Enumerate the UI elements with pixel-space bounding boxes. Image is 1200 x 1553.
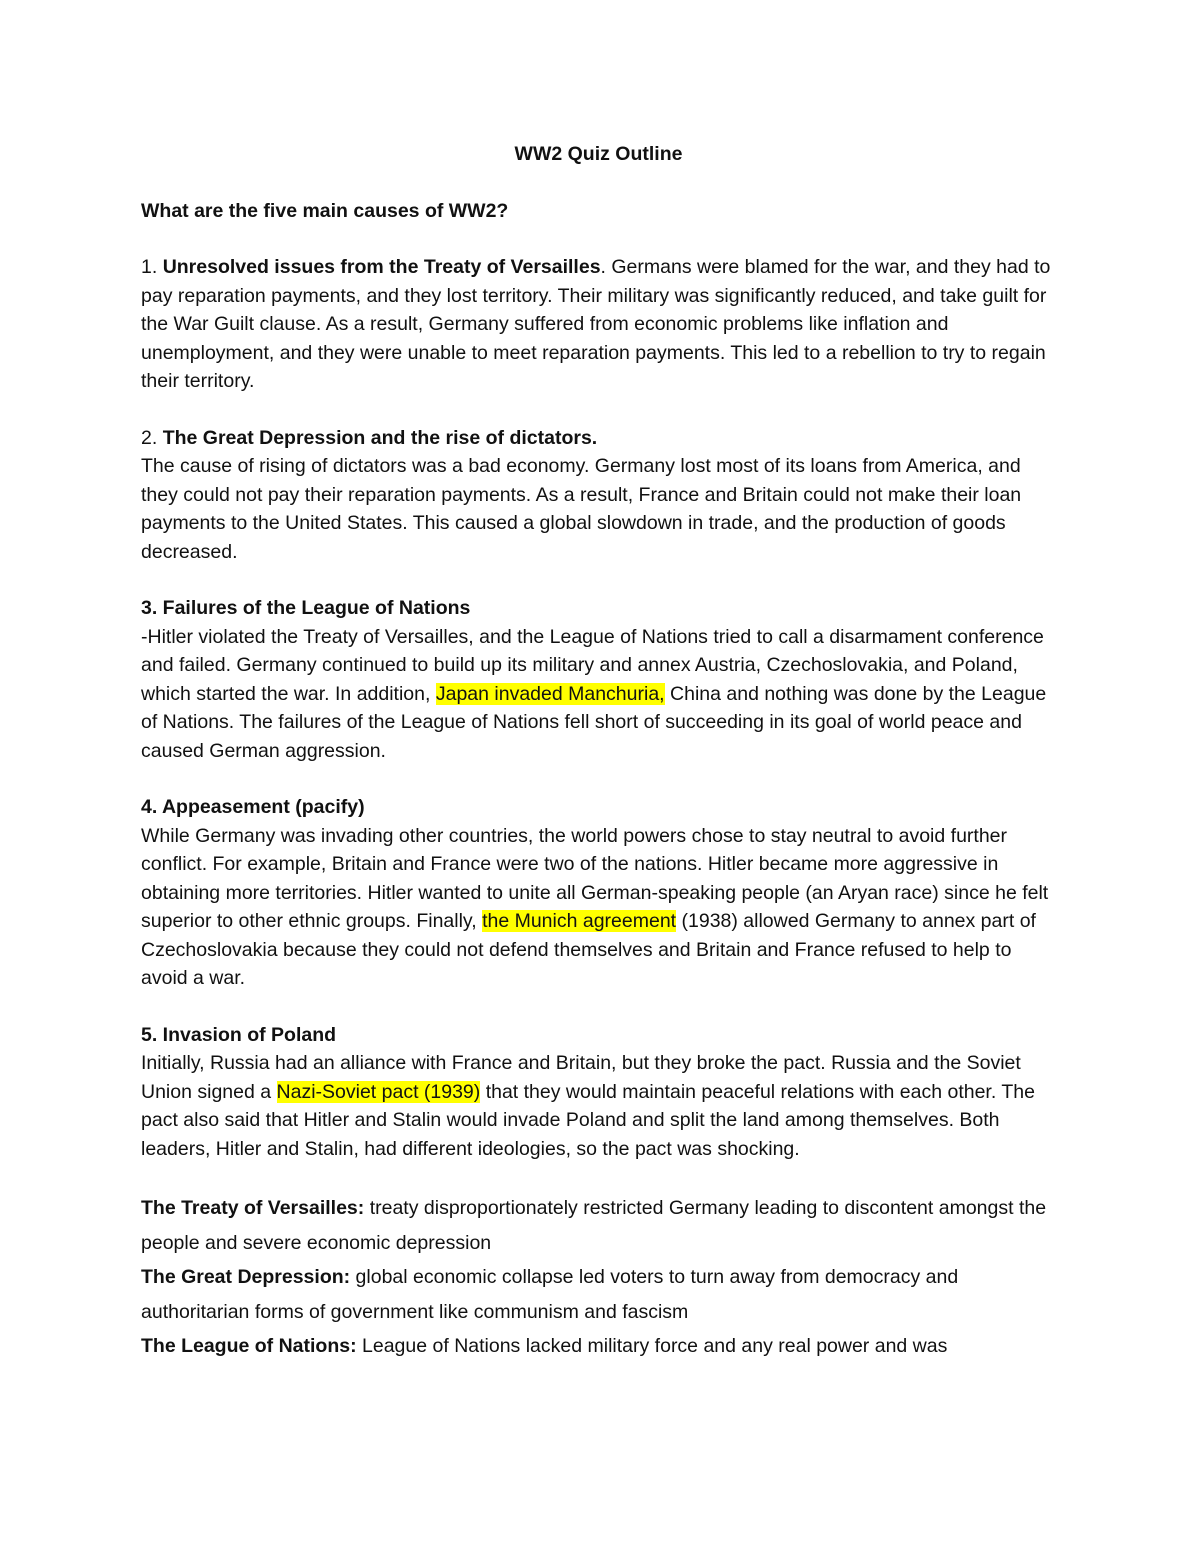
cause-4 xyxy=(141,793,1056,993)
cause-4-highlight: the Munich agreement xyxy=(482,910,677,932)
cause-3 xyxy=(141,594,1056,765)
cause-4-heading: 4. Appeasement (pacify) xyxy=(141,796,365,818)
cause-5 xyxy=(141,1021,1056,1164)
cause-1 xyxy=(141,253,1056,396)
cause-4-body-before: While Germany was invading other countries, the world powers chose to stay neutral to avoid further conflict. For example, Britain and France were two of the nations. Hitler became more aggressive in obtaining more territories. Hitler wanted to unite all German-speaking people (an Aryan race) since he felt superior to other ethnic groups. Finally, xyxy=(141,824,1049,932)
cause-2-heading-line xyxy=(141,424,1056,453)
cause-5-highlight: Nazi-Soviet pact (1939) xyxy=(276,1080,481,1103)
cause-1-number: 1. xyxy=(141,256,163,278)
term-league-of-nations xyxy=(141,1329,1056,1364)
cause-4-body-after: (1938) allowed Germany to annex part of Czechoslovakia because they could not defend themselves and Britain and France refused to help to avoid a war. xyxy=(141,910,1036,989)
cause-3-heading: 3. Failures of the League of Nations xyxy=(141,597,471,619)
term-treaty-of-versailles xyxy=(141,1191,1056,1260)
term-2-label: The Great Depression: xyxy=(141,1266,351,1288)
cause-1-body: . Germans were blamed for the war, and they had to pay reparation payments, and they lost territory. Their military was significantly reduced, and take guilt for the War Guilt clause. As a result, Germany suffered from economic problems like inflation and unemployment, and they were unable to meet reparation payments. This led to a rebellion to try to regain their territory. xyxy=(141,256,1051,392)
cause-4-heading-line xyxy=(141,793,1056,822)
cause-1-heading: Unresolved issues from the Treaty of Versailles xyxy=(162,256,601,278)
cause-1-paragraph xyxy=(141,253,1056,396)
cause-5-body-before: Initially, Russia had an alliance with France and Britain, but they broke the pact. Russia and the Soviet Union signed a xyxy=(141,1052,1021,1103)
term-3-definition: League of Nations lacked military force and any real power and was xyxy=(356,1335,948,1357)
cause-2-body: The cause of rising of dictators was a bad economy. Germany lost most of its loans from America, and they could not pay their reparation payments. As a result, France and Britain could not make their loan payments to the United States. This caused a global slowdown in trade, and the production of goods decreased. xyxy=(141,455,1022,563)
term-1-definition: treaty disproportionately restricted Germany leading to discontent amongst the people and severe economic depression xyxy=(141,1197,1047,1254)
document-title: WW2 Quiz Outline xyxy=(514,143,683,165)
cause-2 xyxy=(141,424,1056,567)
cause-3-body-before: -Hitler violated the Treaty of Versailles, and the League of Nations tried to call a disarmament conference and failed. Germany continued to build up its military and annex Austria, Czechoslovakia, and Poland, which started the war. In addition, xyxy=(141,625,1044,705)
cause-5-heading-line xyxy=(141,1021,1056,1050)
cause-3-body xyxy=(141,623,1056,766)
cause-4-body xyxy=(141,822,1056,993)
cause-3-heading-line xyxy=(141,594,1056,623)
cause-3-highlight: Japan invaded Manchuria, xyxy=(435,682,665,705)
cause-5-body-after: that they would maintain peaceful relations with each other. The pact also said that Hitler and Stalin would invade Poland and split the land among themselves. Both leaders, Hitler and Stalin, had different ideologies, so the pact was shocking. xyxy=(141,1080,1035,1160)
document-page xyxy=(141,140,1056,1364)
cause-2-heading: The Great Depression and the rise of dictators. xyxy=(162,426,598,449)
cause-2-number: 2. xyxy=(141,426,163,449)
cause-5-body xyxy=(141,1049,1056,1163)
cause-5-heading: 5. Invasion of Poland xyxy=(141,1023,337,1046)
term-1-label: The Treaty of Versailles: xyxy=(141,1197,365,1219)
cause-3-body-after: China and nothing was done by the League of Nations. The failures of the League of Nations fell short of succeeding in its goal of world peace and caused German aggression. xyxy=(141,682,1047,762)
key-terms xyxy=(141,1191,1056,1364)
term-3-label: The League of Nations: xyxy=(141,1335,357,1357)
term-2-definition: global economic collapse led voters to turn away from democracy and authoritarian forms of government like communism and fascism xyxy=(141,1266,959,1323)
question-heading: What are the five main causes of WW2? xyxy=(141,199,509,222)
term-great-depression xyxy=(141,1260,1056,1329)
